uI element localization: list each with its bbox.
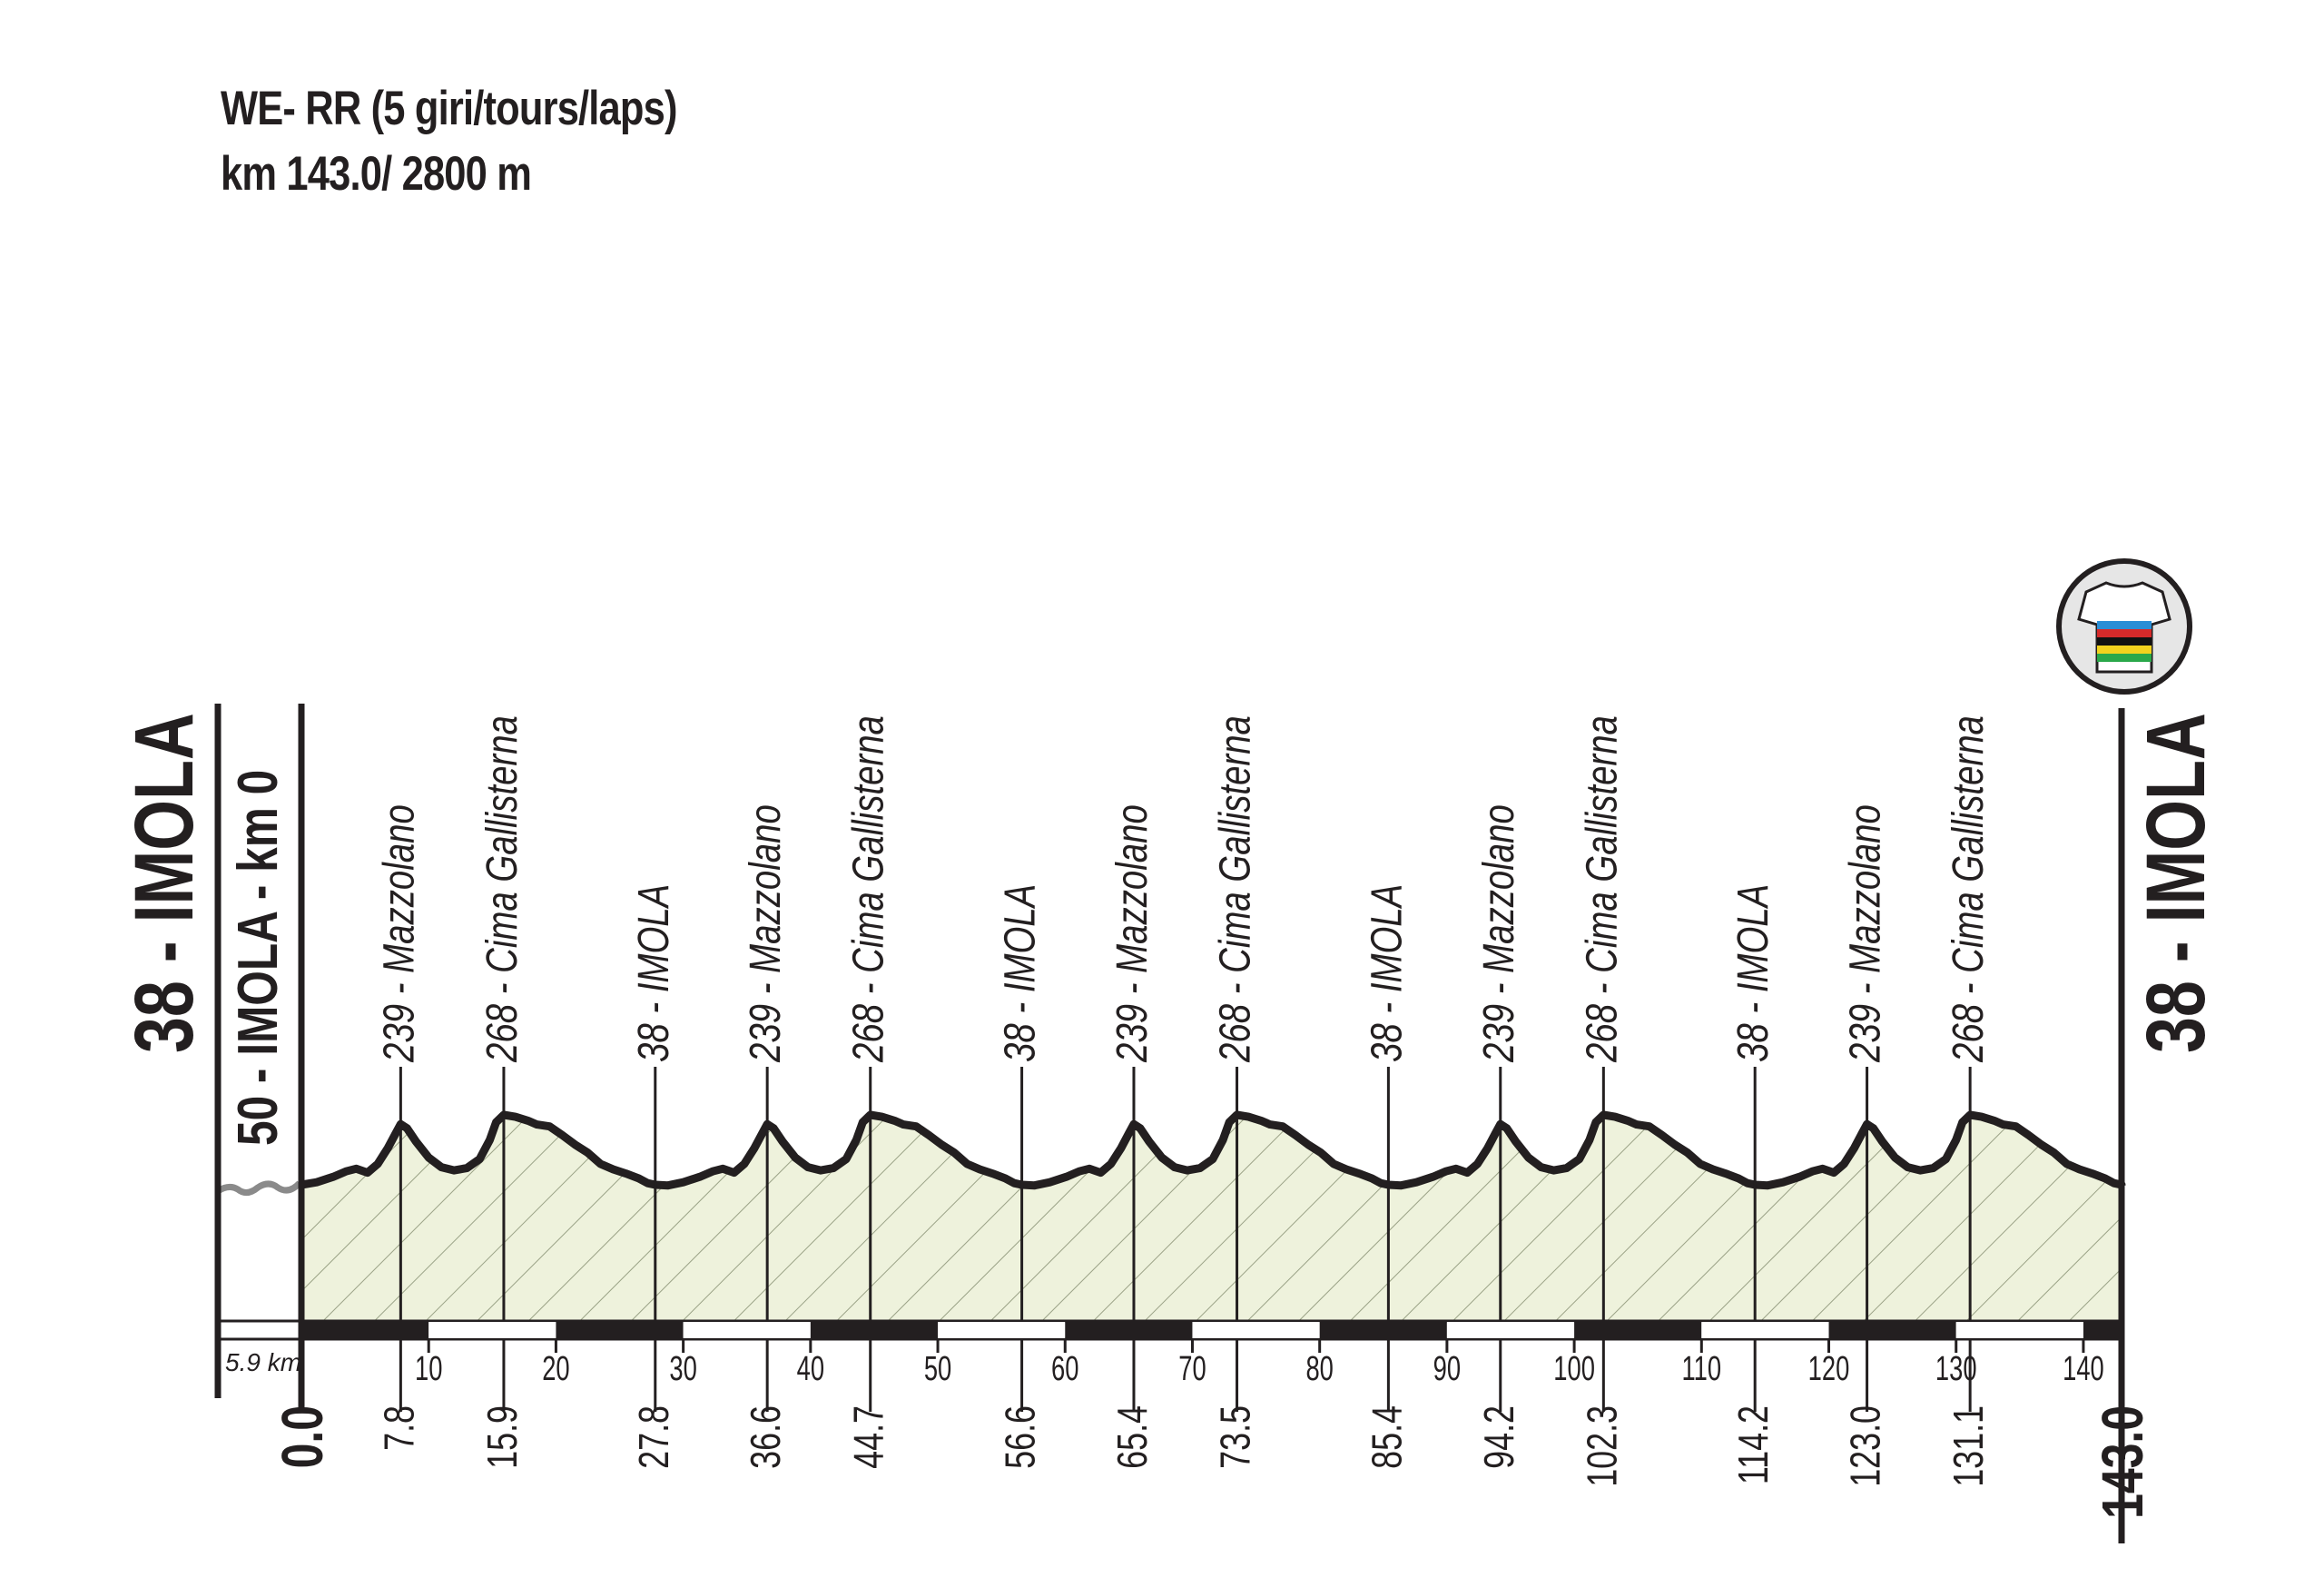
checkpoint-name-label: 38 - IMOLA xyxy=(1363,883,1412,1062)
x-tick-label: 20 xyxy=(542,1349,570,1389)
finish-km-label: 143.0 xyxy=(2091,1405,2156,1519)
checkpoint-km-label: 102.3 xyxy=(1579,1405,1626,1487)
checkpoint-km-label: 94.2 xyxy=(1475,1405,1522,1469)
axis-block-light xyxy=(938,1322,1065,1338)
checkpoint-km-label: 36.6 xyxy=(742,1405,790,1469)
checkpoint-name-label: 268 - Cima Gallisterna xyxy=(844,715,893,1062)
rainbow-jersey-icon xyxy=(2059,561,2190,692)
finish-city-label: 38 - IMOLA xyxy=(2129,713,2223,1053)
x-tick-label: 130 xyxy=(1935,1349,1977,1389)
axis-block-light xyxy=(1447,1322,1574,1338)
checkpoint-name-label: 239 - Mazzolano xyxy=(1108,804,1157,1062)
x-tick-label: 90 xyxy=(1433,1349,1462,1389)
axis-block-dark xyxy=(556,1322,683,1338)
axis-block-dark xyxy=(2083,1322,2122,1338)
checkpoint-km-label: 56.6 xyxy=(997,1405,1044,1469)
x-tick-label: 100 xyxy=(1553,1349,1595,1389)
checkpoint-km-label: 131.1 xyxy=(1945,1405,1993,1487)
axis-block-dark xyxy=(811,1322,938,1338)
checkpoint-name-label: 268 - Cima Gallisterna xyxy=(1945,715,1994,1062)
x-tick-label: 50 xyxy=(923,1349,952,1389)
axis-block-light xyxy=(684,1322,811,1338)
checkpoint-km-label: 123.0 xyxy=(1842,1405,1889,1487)
checkpoint-name-label: 239 - Mazzolano xyxy=(1841,804,1890,1062)
checkpoint-name-label: 239 - Mazzolano xyxy=(742,804,791,1062)
x-tick-label: 30 xyxy=(669,1349,697,1389)
checkpoint-name-label: 239 - Mazzolano xyxy=(1474,804,1523,1062)
jersey-stripe xyxy=(2097,646,2152,654)
axis-block-light xyxy=(1192,1322,1319,1338)
neutral-distance-label: 5.9 km xyxy=(225,1348,302,1376)
start-km0-label: 50 - IMOLA - km 0 xyxy=(225,769,290,1146)
jersey-stripe xyxy=(2097,629,2152,637)
checkpoint-km-label: 73.5 xyxy=(1212,1405,1259,1469)
checkpoint-km-label: 7.8 xyxy=(376,1405,423,1451)
x-tick-label: 10 xyxy=(414,1349,443,1389)
title-line-1: WE- RR (5 giri/tours/laps) xyxy=(221,82,677,135)
checkpoint-name-label: 268 - Cima Gallisterna xyxy=(1211,715,1260,1062)
jersey-stripe xyxy=(2097,637,2152,646)
axis-block-dark xyxy=(1065,1322,1192,1338)
axis-block-light xyxy=(1701,1322,1828,1338)
checkpoint-name-label: 38 - IMOLA xyxy=(996,883,1045,1062)
checkpoint-km-label: 114.2 xyxy=(1729,1405,1777,1485)
x-tick-label: 70 xyxy=(1178,1349,1206,1389)
axis-block-dark xyxy=(301,1322,428,1338)
checkpoint-km-label: 44.7 xyxy=(845,1405,892,1469)
start-city-label: 38 - IMOLA xyxy=(117,713,212,1053)
axis-block-dark xyxy=(1829,1322,1956,1338)
axis-block-light xyxy=(1956,1322,2083,1338)
checkpoint-name-label: 239 - Mazzolano xyxy=(375,804,424,1062)
start-km-label: 0.0 xyxy=(271,1405,336,1469)
checkpoint-km-label: 65.4 xyxy=(1108,1405,1157,1469)
checkpoint-km-label: 27.8 xyxy=(630,1405,677,1469)
axis-block-light xyxy=(428,1322,556,1338)
neutral-zone-line xyxy=(218,1183,300,1193)
jersey-stripe xyxy=(2097,654,2152,662)
checkpoint-name-label: 38 - IMOLA xyxy=(629,883,678,1062)
x-tick-label: 60 xyxy=(1051,1349,1079,1389)
checkpoint-name-label: 268 - Cima Gallisterna xyxy=(1578,715,1627,1062)
checkpoint-km-label: 85.4 xyxy=(1364,1405,1411,1469)
title-line-2: km 143.0/ 2800 m xyxy=(221,147,532,201)
checkpoint-km-label: 15.9 xyxy=(478,1405,526,1469)
axis-block-dark xyxy=(1320,1322,1447,1338)
x-tick-label: 140 xyxy=(2063,1349,2104,1389)
x-tick-label: 40 xyxy=(796,1349,825,1389)
checkpoint-name-label: 38 - IMOLA xyxy=(1729,883,1778,1062)
x-tick-label: 110 xyxy=(1681,1349,1722,1389)
x-tick-label: 120 xyxy=(1807,1349,1850,1389)
x-tick-label: 80 xyxy=(1305,1349,1334,1389)
checkpoint-name-label: 268 - Cima Gallisterna xyxy=(478,715,527,1062)
jersey-stripe xyxy=(2097,621,2152,629)
axis-block-dark xyxy=(1574,1322,1701,1338)
